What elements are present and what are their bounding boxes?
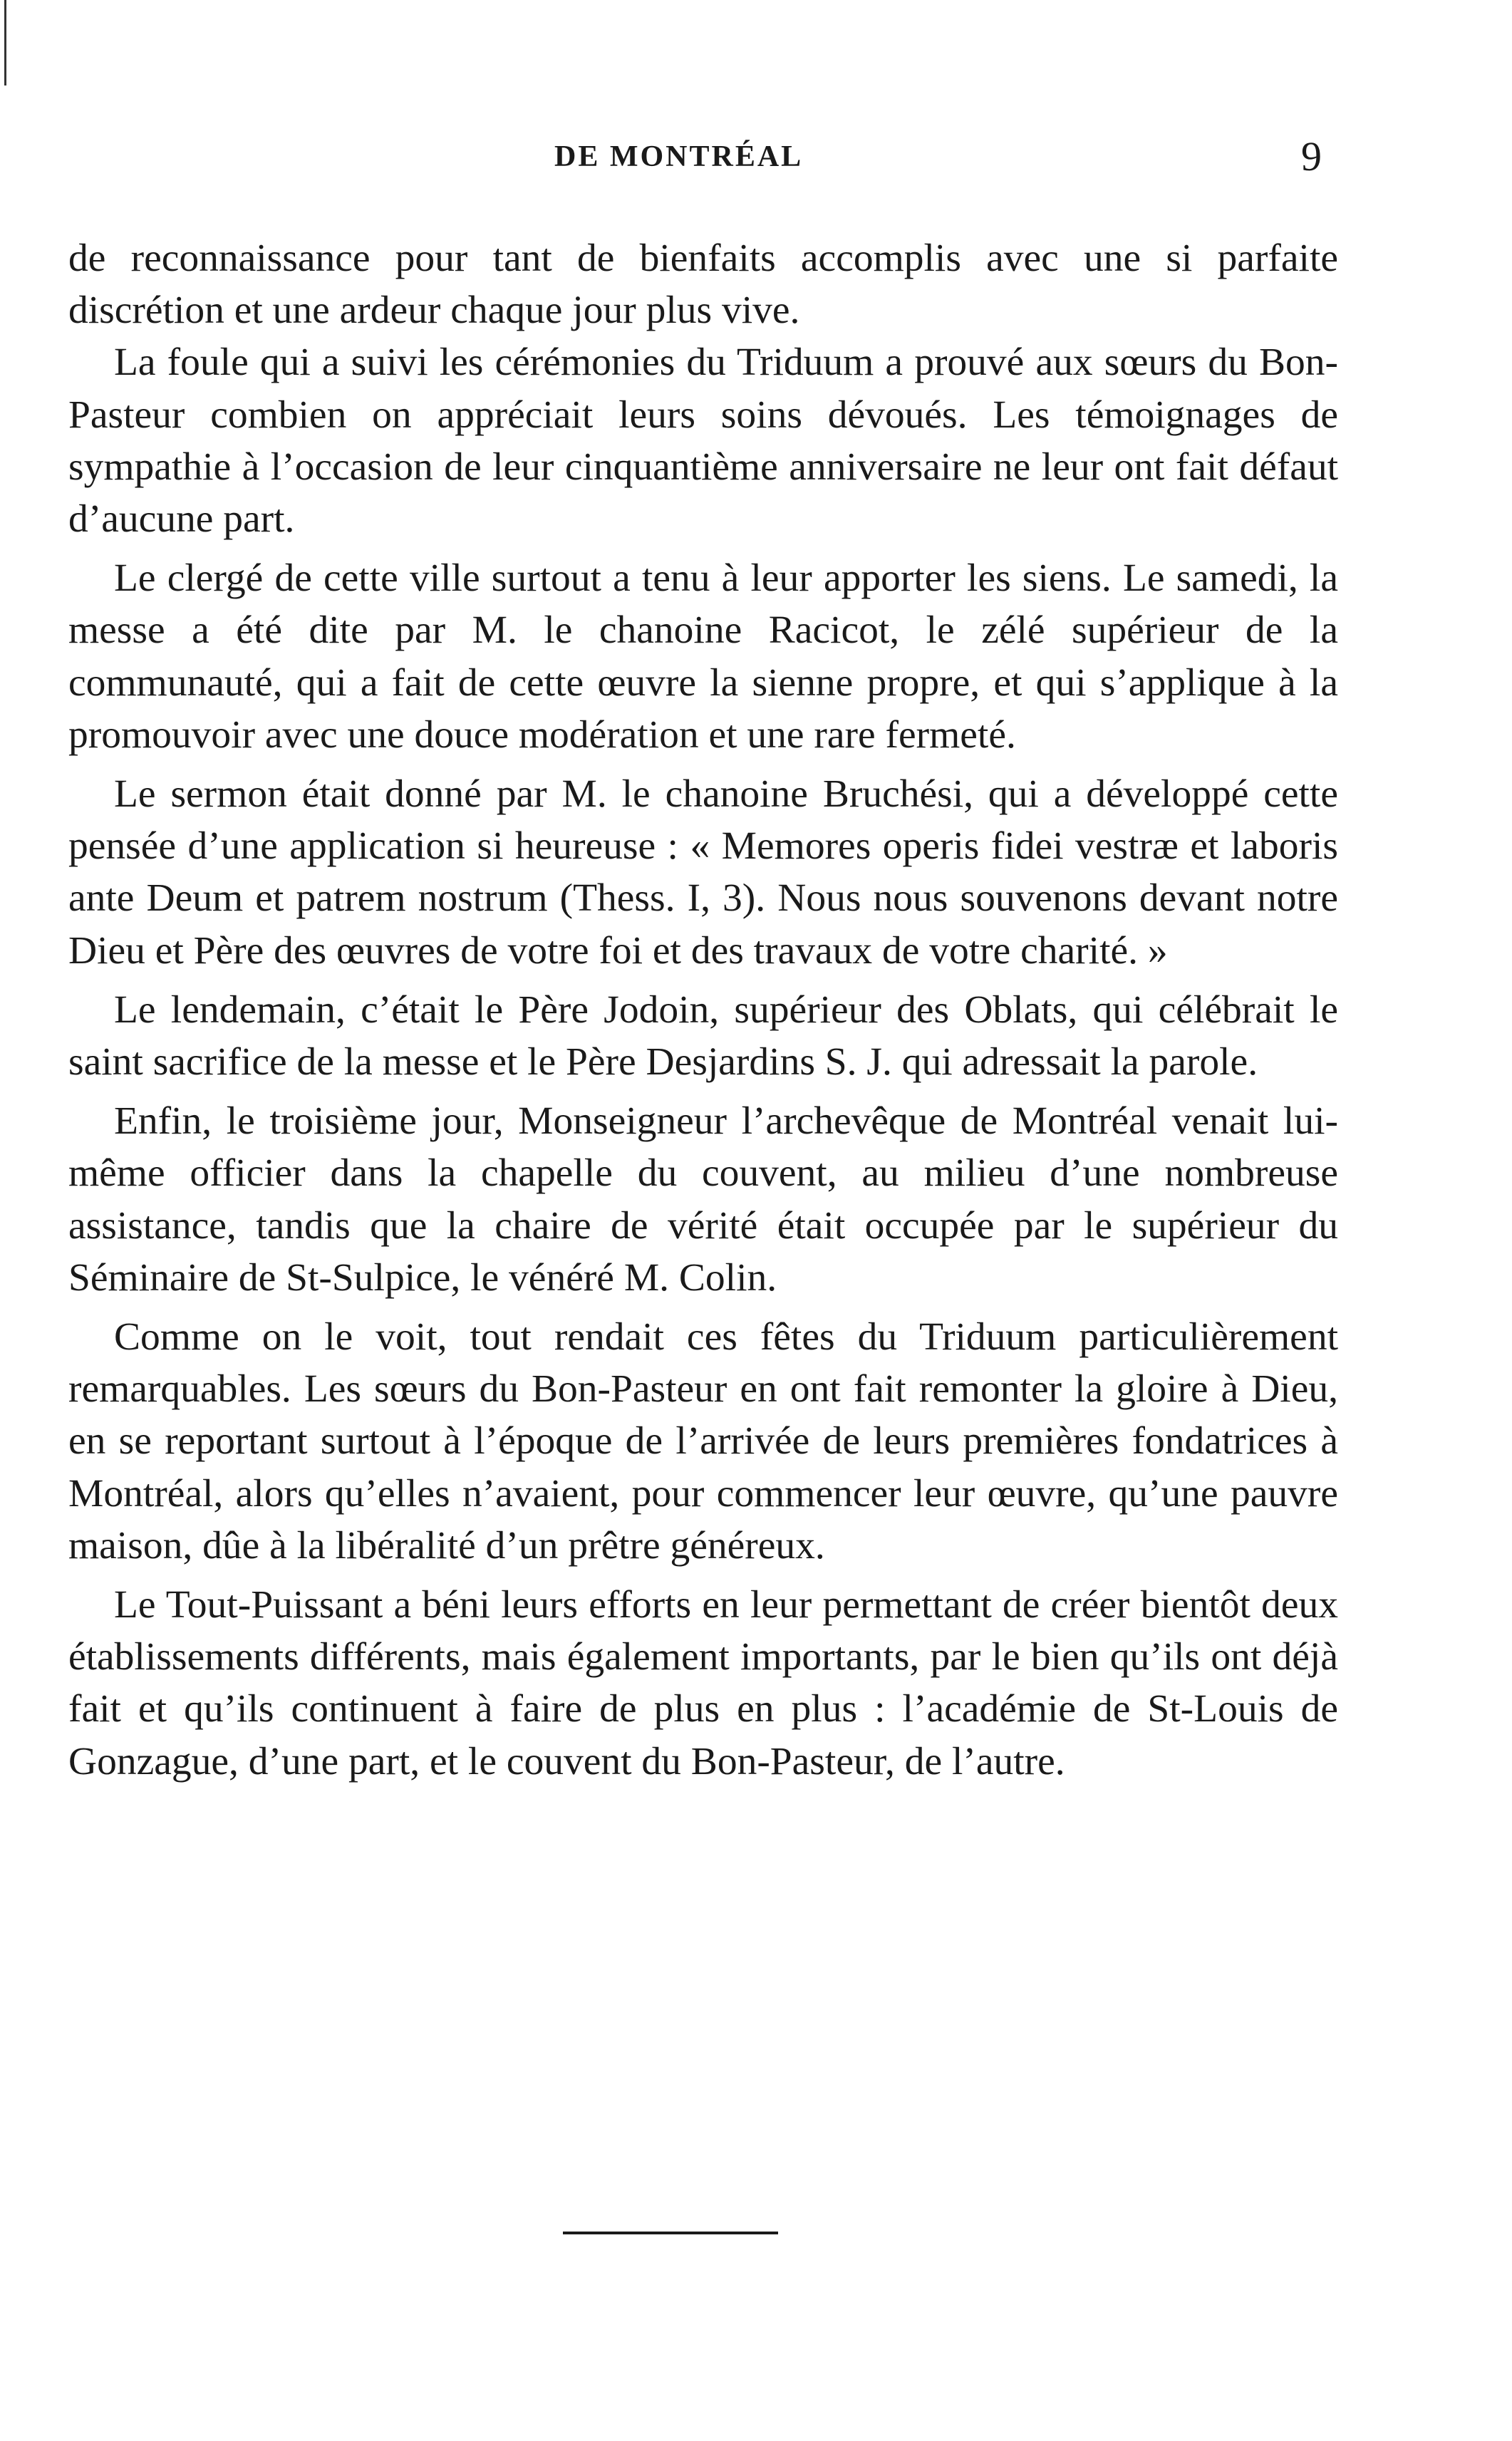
page-number: 9 bbox=[1301, 133, 1322, 180]
body-text bbox=[68, 232, 1338, 1788]
running-title: DE MONTRÉAL bbox=[554, 140, 804, 173]
paragraph: Le clergé de cette ville surtout a tenu à leur apporter les siens. Le samedi, la messe a été dite par M. le chanoine Racicot, le zélé supérieur de la communauté, qui a fait de cette œuvre la sienne propre, et qui s’applique à la promouvoir avec une douce modération et une rare fermeté. bbox=[68, 556, 1338, 757]
paragraph: Le Tout-Puissant a béni leurs efforts en leur permettant de créer bientôt deux établissements différents, mais également importants, par le bien qu’ils ont déjà fait et qu’ils continuent à faire de plus en plus : l’académie de St-Louis de Gonzague, d’une part, et le couvent du Bon-Pasteur, de l’autre. bbox=[68, 1583, 1338, 1783]
paragraph: Enfin, le troisième jour, Monseigneur l’archevêque de Montréal venait lui-même officier dans la chapelle du couvent, au milieu d’une nombreuse assistance, tandis que la chaire de vérité était occupée par le supérieur du Séminaire de St-Sulpice, le vénéré M. Colin. bbox=[68, 1099, 1338, 1300]
paragraph: de reconnaissance pour tant de bienfaits accomplis avec une si parfaite discrétion et une ardeur chaque jour plus vive. bbox=[68, 237, 1338, 333]
paragraph: Le lendemain, c’était le Père Jodoin, supérieur des Oblats, qui célébrait le saint sacrifice de la messe et le Père Desjardins S. J. qui adressait la parole. bbox=[68, 988, 1338, 1084]
end-rule bbox=[563, 2232, 778, 2234]
paragraph: Comme on le voit, tout rendait ces fêtes du Triduum particulièrement remarquables. Les sœurs du Bon-Pasteur en ont fait remonter la gloire à Dieu, en se reportant surtout à l’époque de l’arrivée de leurs premières fondatrices à Montréal, alors qu’elles n’avaient, pour commencer leur œuvre, qu’une pauvre maison, dûe à la libéralité d’un prêtre généreux. bbox=[68, 1315, 1338, 1567]
margin-mark bbox=[4, 0, 6, 85]
paragraph: Le sermon était donné par M. le chanoine Bruchési, qui a développé cette pensée d’une application si heureuse : « Memores operis fidei vestræ et laboris ante Deum et patrem nostrum (Thess. I, 3). Nous nous souvenons devant notre Dieu et Père des œuvres de votre foi et des travaux de votre charité. » bbox=[68, 772, 1338, 973]
paragraph: La foule qui a suivi les cérémonies du Triduum a prouvé aux sœurs du Bon-Pasteur combien on appréciait leurs soins dévoués. Les témoignages de sympathie à l’occasion de leur cinquantième anniversaire ne leur ont fait défaut d’aucune part. bbox=[68, 341, 1338, 541]
